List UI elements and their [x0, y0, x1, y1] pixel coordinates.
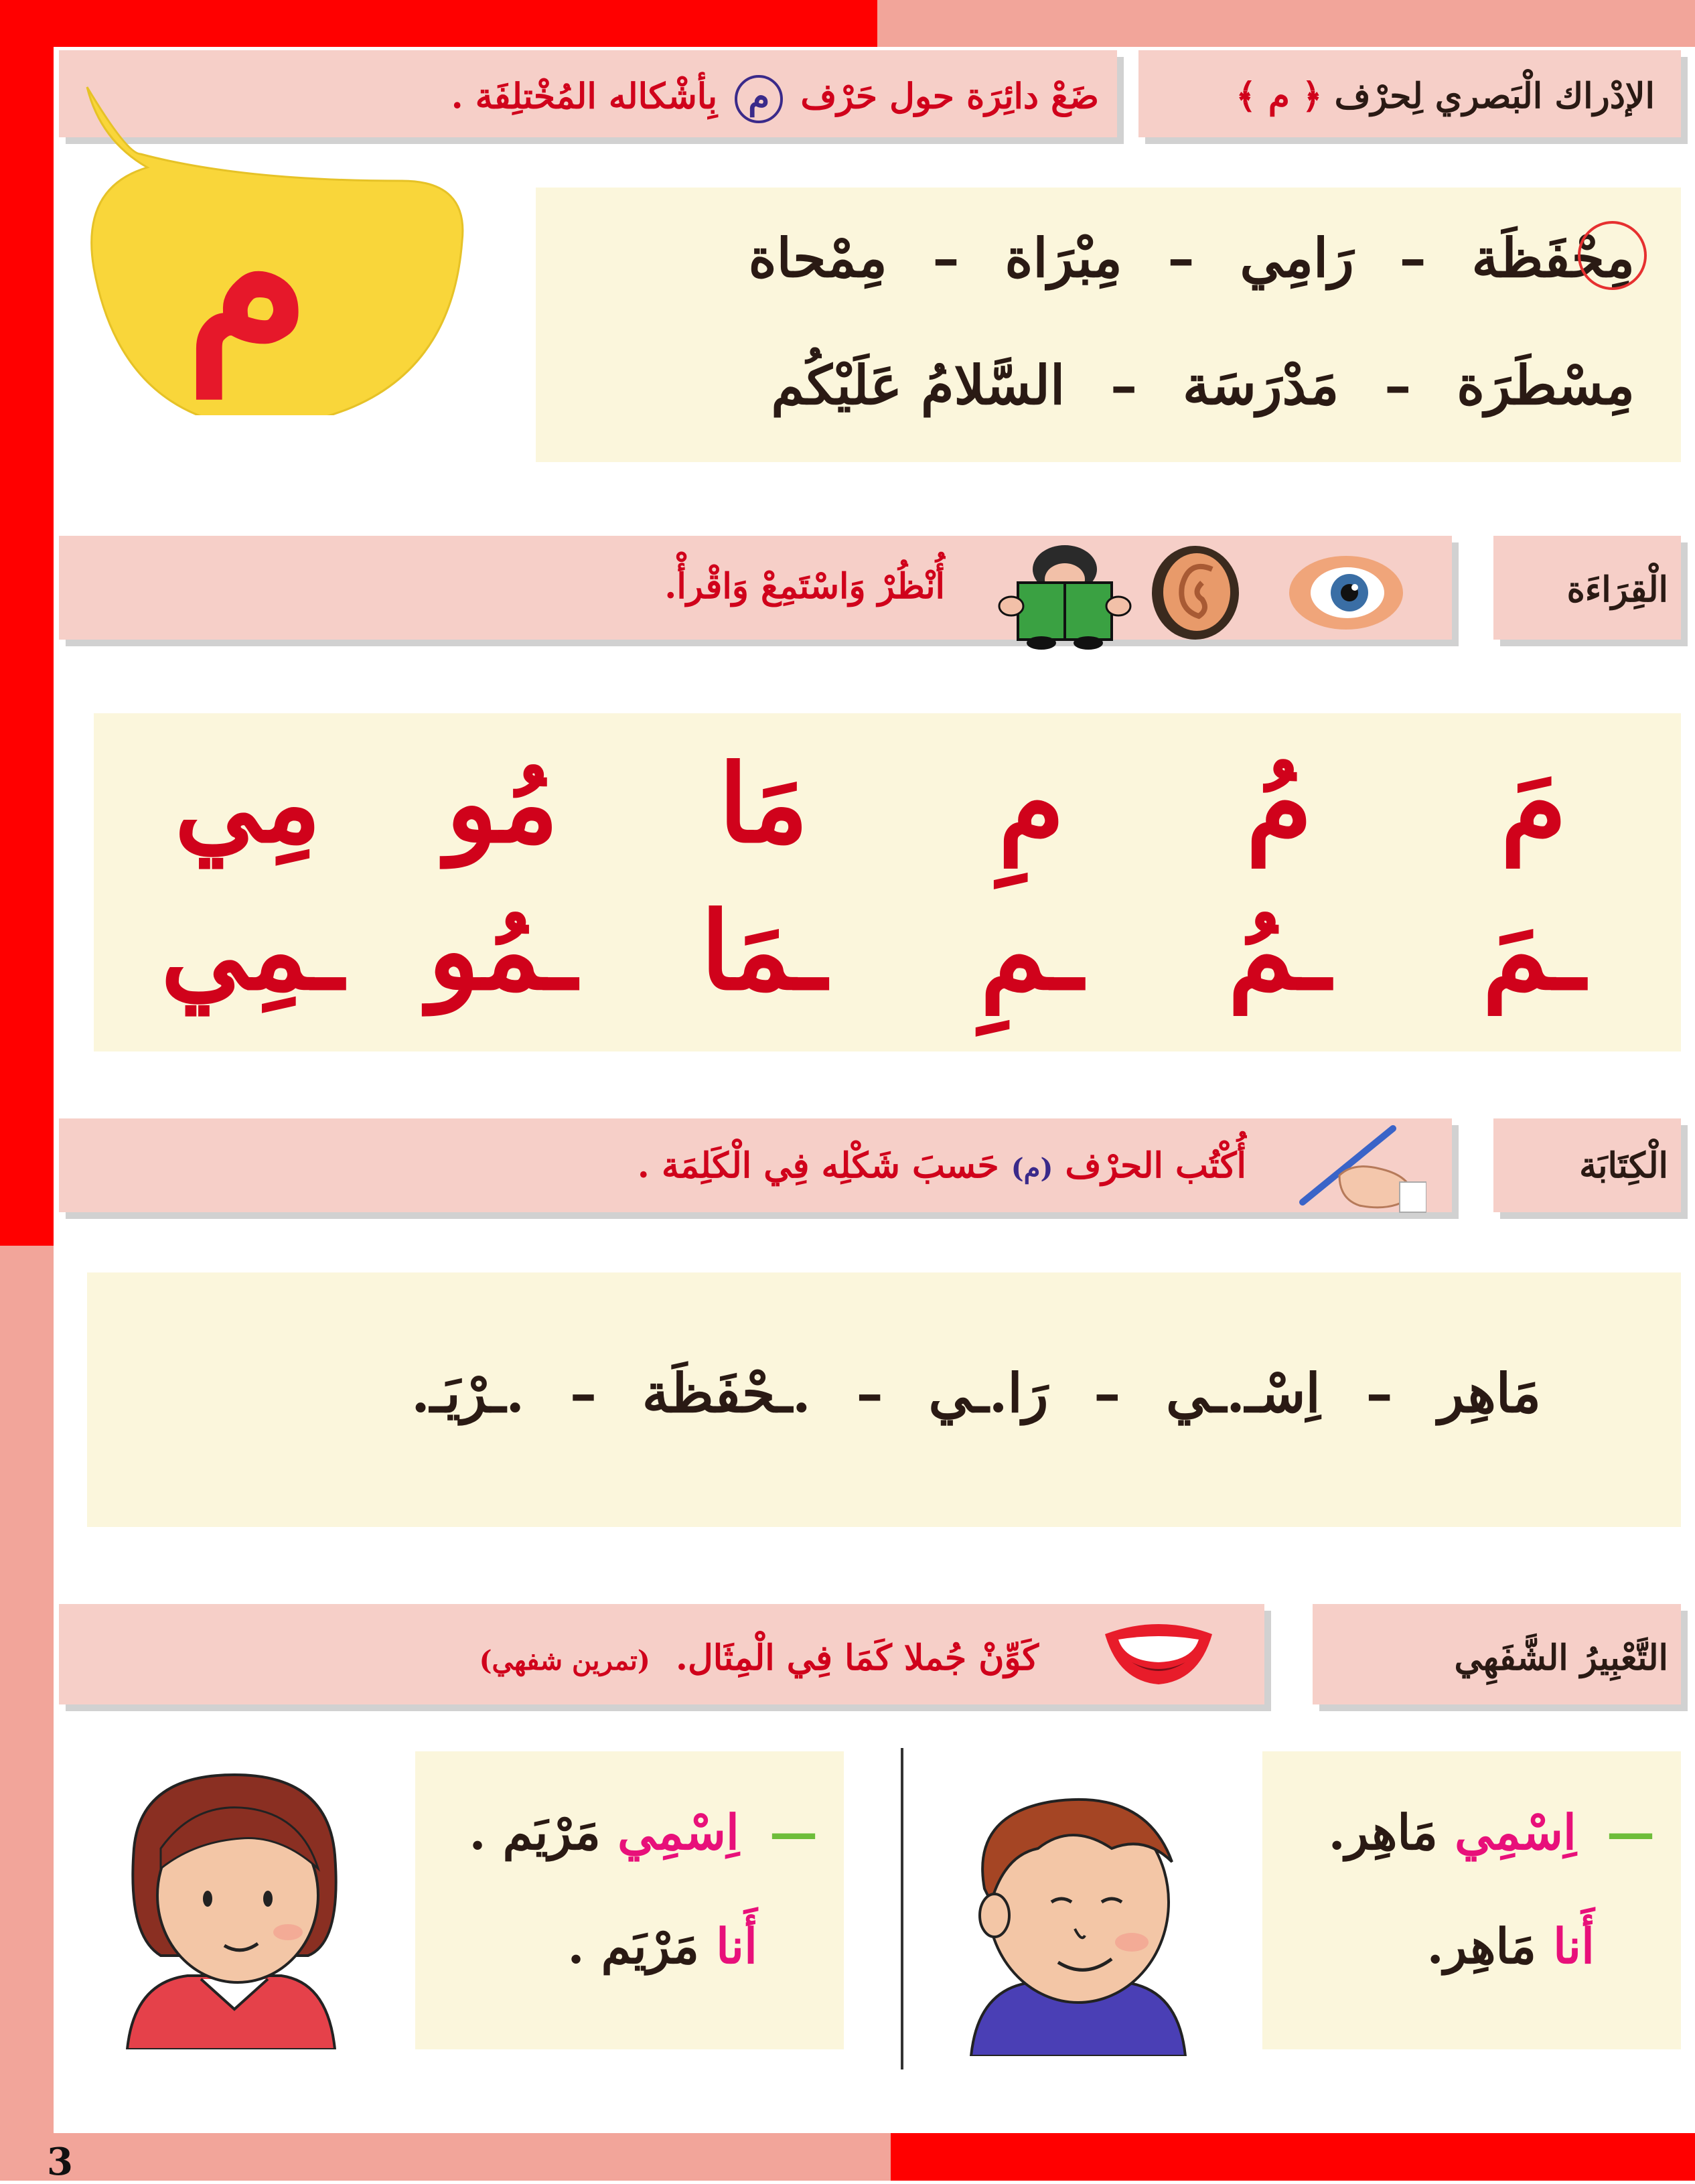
syllable: مِ [998, 741, 1065, 867]
visual-title [1146, 76, 1655, 117]
syllable: مُ [1246, 741, 1313, 867]
syllable: ـمِي [161, 888, 344, 1014]
writing-word: اِسْـ.ـي [1166, 1362, 1321, 1425]
visual-title-text: الإدْراك الْبَصري لِحرْف [1334, 76, 1655, 117]
visual-instruction-part2: بِأشْكاله المُخْتلِفَة . [451, 76, 718, 117]
syllable: ـمُ [1228, 888, 1331, 1014]
writing-instruction-part2: حَسبَ شَكْلِه فِي الْكَلِمَة . [637, 1145, 999, 1186]
writing-word: .ـرْيَـ. [411, 1362, 525, 1425]
bottom-red-bar [891, 2133, 1695, 2181]
girl-line2-rest: مَرْيَم . [567, 1917, 699, 1974]
eye-icon [1286, 549, 1406, 636]
boy-portrait [931, 1775, 1226, 2056]
boy-line2-rest: مَاهِر. [1426, 1917, 1536, 1974]
word-madrasa: مَدْرَسَة [1182, 354, 1339, 417]
separator: – [1110, 354, 1138, 417]
separator: – [932, 226, 960, 289]
girl-line-1 [416, 1804, 818, 1861]
speaking-title: التَّعْبِيرُ الشَّفَهِي [1454, 1637, 1668, 1678]
girl-line-2 [423, 1917, 757, 1974]
pencil-hand-icon [1293, 1115, 1426, 1216]
separator: – [1167, 226, 1195, 289]
separator: – [1366, 1362, 1393, 1425]
separator: – [570, 1362, 597, 1425]
word-mimhaa: مِمْحاة [748, 226, 887, 289]
separator: – [1094, 1362, 1121, 1425]
syllable: ـمُو [427, 888, 577, 1014]
writing-instruction-letter: (م) [1011, 1153, 1053, 1184]
green-dash: — [769, 1804, 818, 1861]
green-dash: — [1607, 1804, 1655, 1861]
leaf-letter-badge [54, 67, 482, 415]
syllable: مَا [718, 741, 809, 867]
circle-example-icon [1578, 221, 1647, 290]
syllable: مُو [445, 741, 559, 867]
mouth-icon [1098, 1614, 1219, 1688]
separator: – [856, 1362, 883, 1425]
reading-instruction: أُنْظُرْ وَاسْتَمِعْ وَاقْرأْ. [664, 566, 945, 607]
reading-title: الْقِرَاءَة [1566, 569, 1668, 610]
writing-word: مَاهِر [1438, 1362, 1541, 1425]
girl-line1-colored: اِسْمِي [617, 1804, 739, 1861]
word-mibraa: مِبْرَاة [1005, 226, 1122, 289]
syllable: ـمَا [700, 888, 827, 1014]
divider-line [901, 1748, 903, 2069]
circled-letter: م [735, 75, 783, 123]
visual-words-row-2 [563, 354, 1635, 417]
word-mistara: مِسْطَرَة [1457, 354, 1635, 417]
word-rami: رَامِي [1240, 226, 1354, 289]
speaking-instruction [302, 1637, 1039, 1678]
girl-line2-colored: أَنا [716, 1917, 757, 1974]
left-salmon-bar [0, 1246, 54, 2181]
left-red-bar [0, 0, 54, 1246]
speaking-instruction-text: كَوِّنْ جُملا كَمَا فِي الْمِثَال. [675, 1637, 1039, 1678]
writing-title: الْكِتَابَة [1579, 1145, 1668, 1186]
visual-words-row-1 [563, 226, 1635, 289]
reading-boy-icon [991, 542, 1138, 650]
ear-icon [1149, 542, 1242, 643]
page-number: 3 [47, 2140, 73, 2184]
boy-line1-rest: مَاهِر. [1328, 1804, 1438, 1861]
girl-line1-rest: مَرْيَم . [469, 1804, 601, 1861]
syllable: ـمَ [1482, 888, 1585, 1014]
boy-line2-colored: أَنا [1553, 1917, 1595, 1974]
writing-word: .ـحْفَظَة [642, 1362, 811, 1425]
writing-instruction-part1: أُكْتُب الحرْف [1065, 1145, 1246, 1186]
girl-sentence-box [415, 1751, 844, 2049]
separator: – [1399, 226, 1426, 289]
visual-title-letter: ﴿ م ﴾ [1236, 76, 1323, 117]
top-red-bar [0, 0, 877, 47]
writing-words-row [135, 1362, 1541, 1425]
separator: – [1384, 354, 1412, 417]
syllables-row-1 [94, 741, 1681, 871]
leaf-letter: م [186, 159, 310, 396]
speaking-note: (تمرين شفهي) [479, 1645, 650, 1676]
word-assalamu: السَّلامُ عَلَيْكُم [771, 354, 1065, 417]
bottom-salmon-bar [54, 2133, 891, 2181]
boy-line1-colored: اِسْمِي [1454, 1804, 1576, 1861]
girl-portrait [87, 1755, 382, 2049]
word-mihfaza: مِحْفَظَة [1453, 226, 1635, 289]
syllable: ـمِ [980, 888, 1083, 1014]
syllable: مَ [1500, 741, 1567, 867]
syllable: مِي [174, 741, 321, 867]
top-salmon-bar [877, 0, 1695, 47]
boy-sentence-box [1262, 1751, 1681, 2049]
writing-word: رَا.ـي [928, 1362, 1049, 1425]
boy-line-2 [1280, 1917, 1595, 1974]
visual-instruction-part1: ضَعْ دائِرَة حول حَرْف [800, 76, 1099, 117]
writing-instruction [443, 1145, 1246, 1186]
syllables-row-2 [94, 888, 1681, 1018]
boy-line-1 [1280, 1804, 1655, 1861]
